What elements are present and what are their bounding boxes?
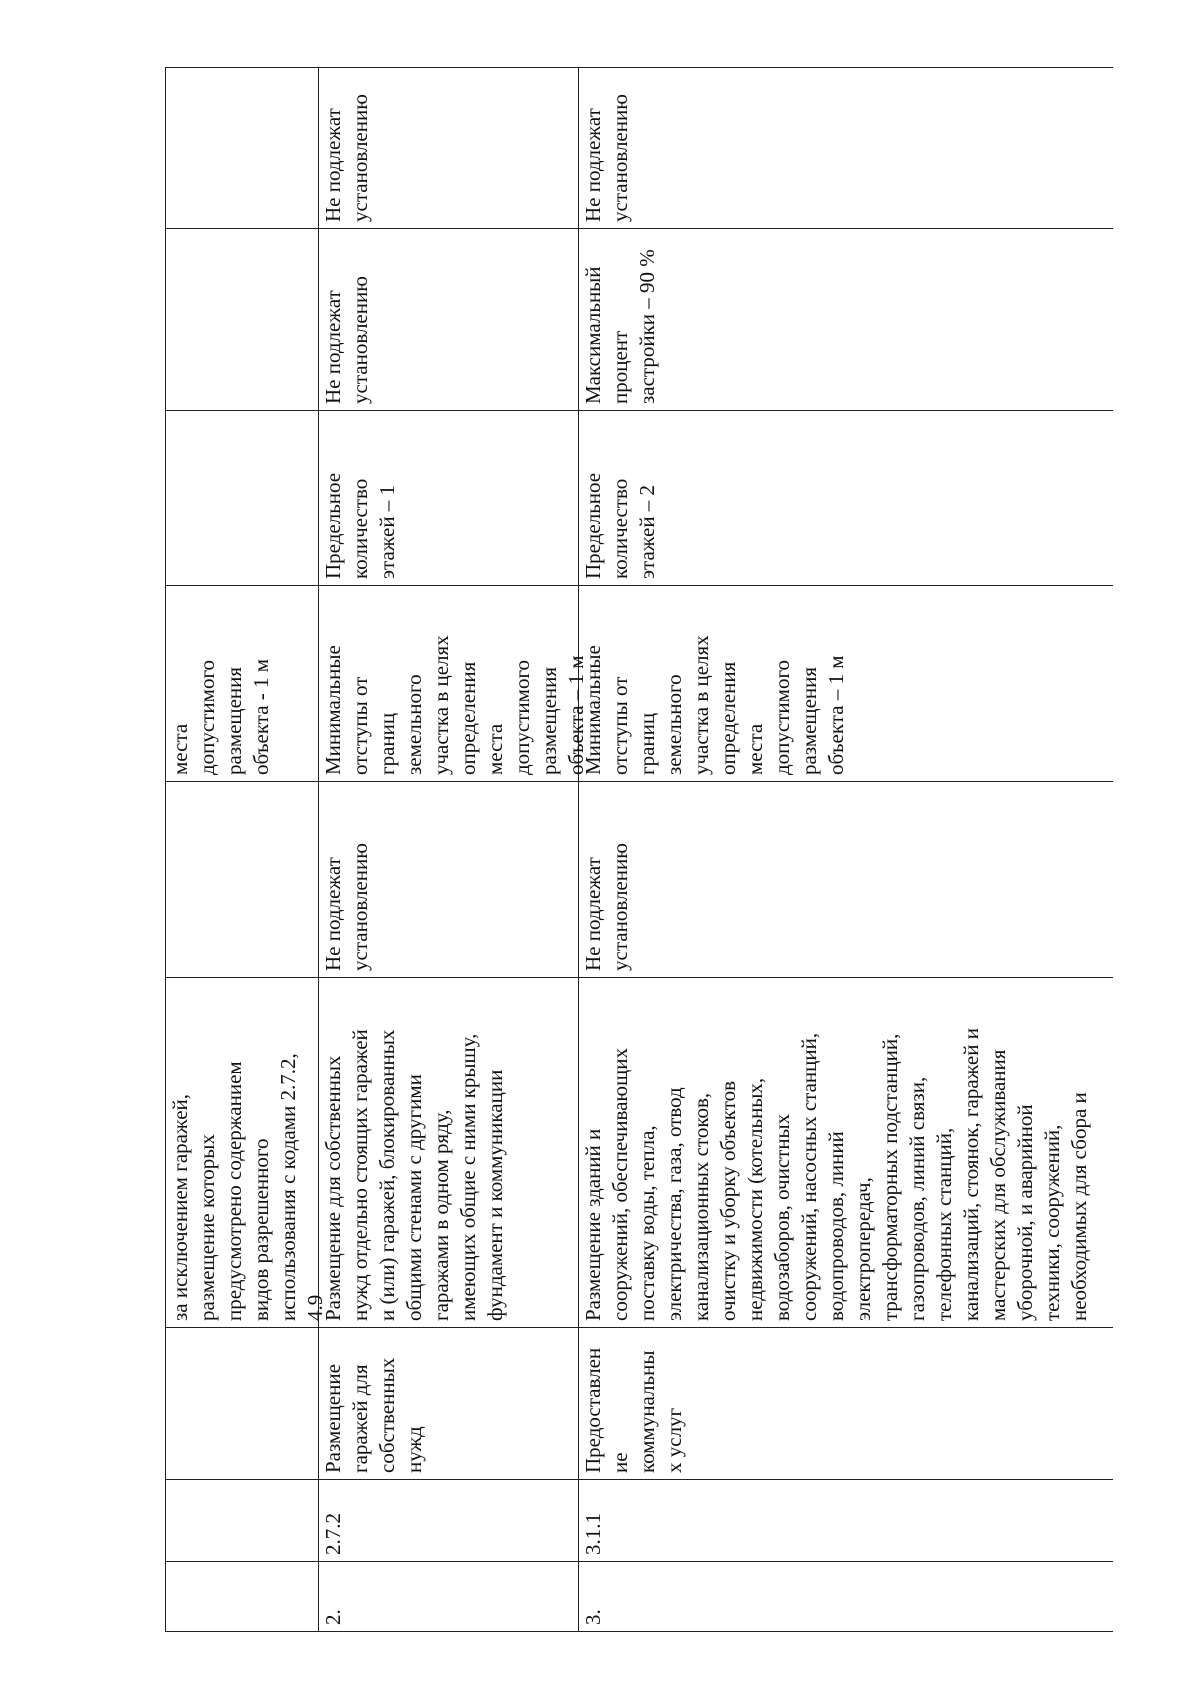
coverage-cell: Не подлежат установлению — [319, 229, 578, 411]
code-cell — [166, 1480, 318, 1562]
row-number-cell — [166, 1562, 318, 1632]
setbacks-cell: места допустимого размещения объекта - 1 м — [166, 586, 318, 782]
other-params-cell: Не подлежат установлению — [319, 67, 578, 229]
floors-cell: Предельное количество этажей – 1 — [319, 411, 578, 586]
area-limits-cell — [166, 782, 318, 978]
area-limits-cell: Не подлежат установлению — [319, 782, 578, 978]
table-row — [579, 67, 1113, 1632]
zoning-table — [165, 67, 1113, 1632]
use-name-cell — [166, 1328, 318, 1480]
use-name-cell: Предоставлен ие коммунальны х услуг — [579, 1328, 1113, 1480]
table-row — [165, 67, 327, 1632]
use-description-cell: за исключением гаражей, размещение которых предусмотрено содержанием видов разрешенного использования с кодами 2.7.2, 4.9 — [166, 978, 318, 1328]
setbacks-cell: Минимальные отступы от границ земельного участка в целях определения места допустимого размещения объекта – 1 м — [319, 586, 578, 782]
floors-cell — [166, 411, 318, 586]
other-params-cell — [166, 67, 318, 229]
coverage-cell — [166, 229, 318, 411]
table-row — [319, 67, 588, 1632]
floors-cell: Предельное количество этажей – 2 — [579, 411, 1113, 586]
coverage-cell: Максимальный процент застройки – 90 % — [579, 229, 1113, 411]
row-number-cell: 3. — [579, 1562, 1113, 1632]
setbacks-cell: Минимальные отступы от границ земельного участка в целях определения места допустимого размещения объекта – 1 м — [579, 586, 1113, 782]
code-cell: 3.1.1 — [579, 1480, 1113, 1562]
use-description-cell: Размещение для собственных нужд отдельно стоящих гаражей и (или) гаражей, блокированных общими стенами с другими гаражами в одном ряду, имеющих общие с ними крышу, фундамент и коммуникации — [319, 978, 578, 1328]
code-cell: 2.7.2 — [319, 1480, 578, 1562]
use-name-cell: Размещение гаражей для собственных нужд — [319, 1328, 578, 1480]
row-number-cell: 2. — [319, 1562, 578, 1632]
use-description-cell: Размещение зданий и сооружений, обеспечивающих поставку воды, тепла, электричества, газа, отвод канализационных стоков, очистку и уборку объектов недвижимости (котельных, водозаборов, очистных сооружений, насосных станций, водопроводов, линий электропередач, трансформаторных подстанций, газопроводов, линий связи, телефонных станций, канализаций, стоянок, гаражей и мастерских для обслуживания уборочной, и аварийной техники, сооружений, необходимых для сбора и — [579, 978, 1113, 1328]
other-params-cell: Не подлежат установлению — [579, 67, 1113, 229]
area-limits-cell: Не подлежат установлению — [579, 782, 1113, 978]
